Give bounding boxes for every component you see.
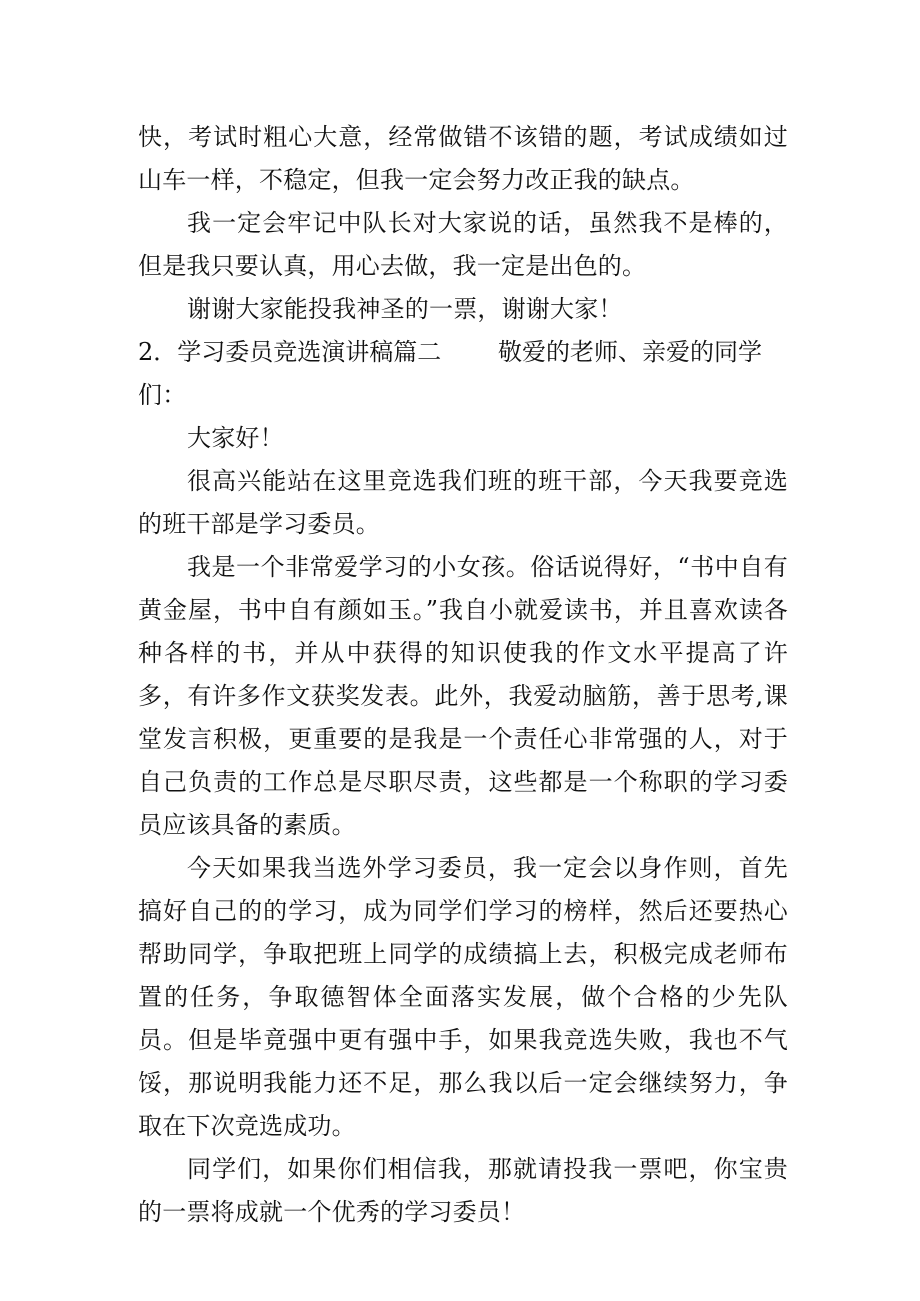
paragraph-intro: 很高兴能站在这里竞选我们班的班干部，今天我要竞选的班干部是学习委员。 [138,467,788,538]
section-heading [138,331,788,374]
paragraph-continued: 快，考试时粗心大意，经常做错不该错的题，考试成绩如过山车一样，不稳定，但我一定会努力改正我的缺点。 [138,123,788,194]
paragraph-plan: 今天如果我当选外学习委员，我一定会以身作则，首先搞好自己的的学习，成为同学们学习的榜样，然后还要热心帮助同学，争取把班上同学的成绩搞上去，积极完成老师布置的任务，争取德智体全面落实发展，做个合格的少先队员。但是毕竟强中更有强中手，如果我竞选失败，我也不气馁，那说明我能力还不足，那么我以后一定会继续努力，争取在下次竞选成功。 [138,854,788,1140]
paragraph-greeting: 大家好！ [187,424,284,452]
paragraph-self-description: 我是一个非常爱学习的小女孩。俗话说得好，“书中自有黄金屋，书中自有颜如玉。”我自小就爱读书，并且喜欢读各种各样的书，并从中获得的知识使我的作文水平提高了许多，有许多作文获奖发表。此外，我爱动脑筋，善于思考,课堂发言积极，更重要的是我是一个责任心非常强的人，对于自己负责的工作总是尽职尽责，这些都是一个称职的学习委员应该具备的素质。 [138,553,788,839]
paragraph-thanks: 谢谢大家能投我神圣的一票，谢谢大家！ [187,295,623,323]
section-title: 2．学习委员竞选演讲稿篇二 [138,338,442,366]
paragraph-promise: 我一定会牢记中队长对大家说的话，虽然我不是棒的，但是我只要认真，用心去做，我一定是出色的。 [138,209,788,280]
paragraph-closing: 同学们，如果你们相信我，那就请投我一票吧，你宝贵的一票将成就一个优秀的学习委员！ [138,1155,788,1226]
salutation-start: 敬爱的老师、亲爱的同学 [498,338,762,366]
salutation-end: 们： [138,381,187,409]
document-body [138,116,788,1234]
